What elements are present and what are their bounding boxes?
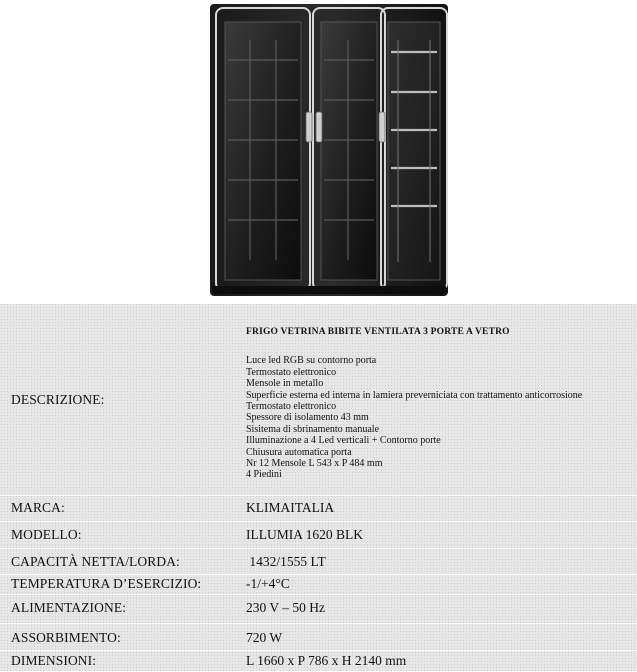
description-line: 4 Piedini <box>246 469 282 481</box>
spec-label: ALIMENTAZIONE: <box>11 600 127 615</box>
description-line: Chiusura automatica porta <box>246 446 352 458</box>
spec-label: ASSORBIMENTO: <box>11 630 121 645</box>
spec-row-modello <box>0 521 637 547</box>
three-door-glass-fridge-image <box>208 0 450 300</box>
description-line: Termostato elettronico <box>246 366 337 378</box>
description-line: Termostato elettronico <box>246 401 337 413</box>
description-line: Spessore di isolamento 43 mm <box>246 412 369 424</box>
spec-label: DIMENSIONI: <box>11 653 97 668</box>
description-line: Illuminazione a 4 Led verticali + Contorno porte <box>246 435 441 447</box>
description-row <box>0 303 637 494</box>
spec-value: 720 W <box>246 630 283 645</box>
spec-row-dimensioni <box>0 650 637 672</box>
spec-table <box>0 303 637 671</box>
spec-value: -1/+4°C <box>246 576 290 591</box>
spec-value: L 1660 x P 786 x H 2140 mm <box>246 653 407 668</box>
spec-value: KLIMAITALIA <box>246 500 335 515</box>
spec-value: 230 V – 50 Hz <box>246 600 326 615</box>
description-label: DESCRIZIONE: <box>11 392 105 407</box>
spec-row-temperatura <box>0 574 637 593</box>
spec-row-assorbimento <box>0 623 637 649</box>
spec-row-marca <box>0 495 637 520</box>
spec-value: ILLUMIA 1620 BLK <box>246 527 363 542</box>
description-block <box>246 327 582 481</box>
spec-label: MODELLO: <box>11 527 82 542</box>
spec-row-capacita <box>0 548 637 573</box>
description-title: FRIGO VETRINA BIBITE VENTILATA 3 PORTE A VETRO <box>246 327 510 337</box>
description-line: Nr 12 Mensole L 543 x P 484 mm <box>246 458 383 470</box>
description-line: Luce led RGB su contorno porta <box>246 355 377 367</box>
spec-label: MARCA: <box>11 500 65 515</box>
spec-label: CAPACITÀ NETTA/LORDA: <box>11 554 180 569</box>
spec-row-alimentazione <box>0 594 637 622</box>
product-image <box>208 0 450 300</box>
spec-value: 1432/1555 LT <box>246 554 326 569</box>
description-line: Sisitema di sbrinamento manuale <box>246 423 380 435</box>
description-line: Mensole in metallo <box>246 378 324 390</box>
description-line: Superficie esterna ed interna in lamiera preverniciata con trattamento anticorrosione <box>246 389 583 401</box>
spec-label: TEMPERATURA D’ESERCIZIO: <box>11 576 202 591</box>
